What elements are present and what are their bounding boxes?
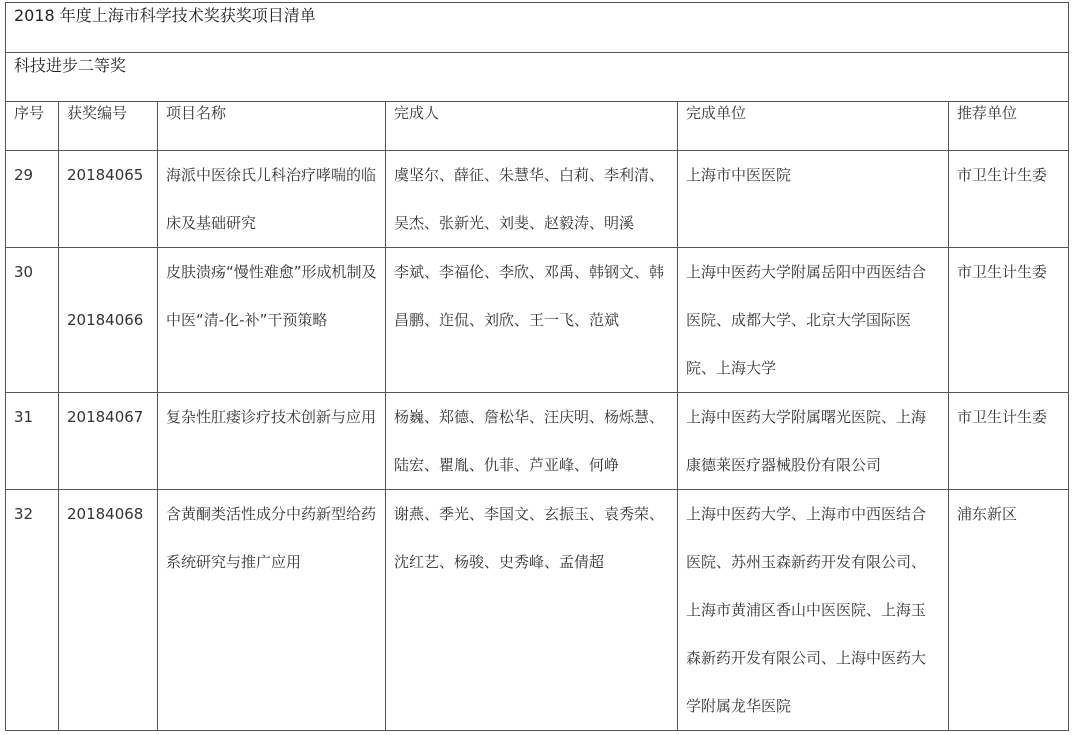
col-header-seq: 序号: [6, 102, 59, 151]
award-category: 科技进步二等奖: [6, 53, 1069, 102]
cell-recommender: 市卫生计生委: [949, 151, 1069, 248]
table-row: [6, 490, 1069, 731]
cell-code: 20184066: [59, 248, 158, 393]
cell-code: 20184065: [59, 151, 158, 248]
cell-name: 海派中医徐氏儿科治疗哮喘的临床及基础研究: [158, 151, 386, 248]
cell-code: 20184068: [59, 490, 158, 731]
cell-recommender: 市卫生计生委: [949, 248, 1069, 393]
cell-seq: 30: [6, 248, 59, 393]
cell-name: 含黄酮类活性成分中药新型给药系统研究与推广应用: [158, 490, 386, 731]
cell-units: 上海中医药大学附属岳阳中西医结合医院、成都大学、北京大学国际医院、上海大学: [678, 248, 949, 393]
table-title: 2018 年度上海市科学技术奖获奖项目清单: [6, 3, 1069, 53]
cell-seq: 31: [6, 393, 59, 490]
cell-seq: 29: [6, 151, 59, 248]
cell-units: 上海中医药大学附属曙光医院、上海康德莱医疗器械股份有限公司: [678, 393, 949, 490]
award-table: [5, 2, 1069, 731]
cell-recommender: 市卫生计生委: [949, 393, 1069, 490]
cell-code: 20184067: [59, 393, 158, 490]
col-header-people: 完成人: [386, 102, 678, 151]
col-header-units: 完成单位: [678, 102, 949, 151]
cell-people: 杨巍、郑德、詹松华、汪庆明、杨烁慧、陆宏、瞿胤、仇菲、芦亚峰、何峥: [386, 393, 678, 490]
table-row: [6, 151, 1069, 248]
col-header-name: 项目名称: [158, 102, 386, 151]
table-row: [6, 248, 1069, 393]
cell-people: 虞坚尔、薛征、朱慧华、白莉、李利清、吴杰、张新光、刘斐、赵毅涛、明溪: [386, 151, 678, 248]
table-row: [6, 393, 1069, 490]
cell-recommender: 浦东新区: [949, 490, 1069, 731]
title-row: [6, 3, 1069, 53]
col-header-recommender: 推荐单位: [949, 102, 1069, 151]
cell-seq: 32: [6, 490, 59, 731]
cell-people: 李斌、李福伦、李欣、邓禹、韩钢文、韩昌鹏、迮侃、刘欣、王一飞、范斌: [386, 248, 678, 393]
col-header-code: 获奖编号: [59, 102, 158, 151]
subtitle-row: [6, 53, 1069, 102]
cell-people: 谢燕、季光、李国文、玄振玉、袁秀荣、沈红艺、杨骏、史秀峰、孟倩超: [386, 490, 678, 731]
cell-units: 上海市中医医院: [678, 151, 949, 248]
cell-name: 复杂性肛瘘诊疗技术创新与应用: [158, 393, 386, 490]
cell-units: 上海中医药大学、上海市中西医结合医院、苏州玉森新药开发有限公司、上海市黄浦区香山中医医院、上海玉森新药开发有限公司、上海中医药大学附属龙华医院: [678, 490, 949, 731]
header-row: [6, 102, 1069, 151]
cell-name: 皮肤溃疡“慢性难愈”形成机制及中医“清-化-补”干预策略: [158, 248, 386, 393]
